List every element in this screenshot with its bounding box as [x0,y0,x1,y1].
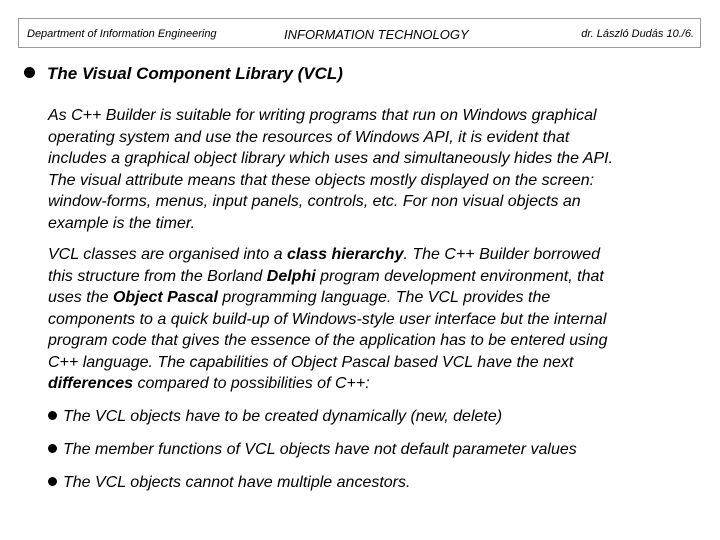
text-run: uses the [48,289,113,306]
paragraph-line: window-forms, menus, input panels, controls, etc. For non visual objects an [48,193,581,210]
bullet-item [48,474,410,492]
paragraph-line [48,373,698,395]
paragraph-line [48,266,698,288]
bullet-icon [48,411,57,420]
slide-title-text: The Visual Component Library (VCL) [47,64,343,83]
slide-title [24,64,343,84]
paragraph-intro [48,105,698,234]
bold-term: Object Pascal [112,289,218,306]
text-run: . The C++ Builder borrowed [403,246,601,263]
paragraph-line: includes a graphical object library which uses and simultaneously hides the API. [48,150,614,167]
paragraph-line: The visual attribute means that these objects mostly displayed on the screen: [48,171,595,189]
slide-header [18,18,701,48]
bold-term: differences [48,375,134,392]
bullet-text: The VCL objects cannot have multiple ancestors. [63,474,411,491]
bullet-icon [48,477,57,486]
text-run: programming language. The VCL provides the [217,289,551,306]
bullet-text: The VCL objects have to be created dynamically (new, delete) [63,408,503,425]
paragraph-line: program code that gives the essence of the application has to be entered using [48,332,608,349]
paragraph-vcl-classes [48,244,698,395]
bold-term: class hierarchy [286,246,404,263]
text-run: VCL classes are organised into a [48,246,287,263]
paragraph-line: As C++ Builder is suitable for writing programs that run on Windows graphical [48,107,597,124]
paragraph-line: operating system and use the resources of Windows API, it is evident that [48,128,570,146]
paragraph-line [48,287,698,309]
bullet-item [48,408,502,426]
bullet-icon [24,67,35,78]
bold-term: Delphi [266,267,316,285]
bullet-item [48,441,577,459]
header-course-title: INFORMATION TECHNOLOGY [284,27,469,42]
paragraph-line: example is the timer. [48,214,196,232]
text-run: program development environment, that [315,267,604,285]
text-run: this structure from the Borland [48,267,267,285]
text-run: compared to possibilities of C++: [133,375,370,392]
header-department: Department of Information Engineering [27,28,217,40]
bullet-text: The member functions of VCL objects have not default parameter values [63,441,577,458]
header-author-page: dr. László Dudás 10./6. [581,28,694,40]
paragraph-line [48,244,698,266]
paragraph-line: components to a quick build-up of Windows-style user interface but the internal [48,310,607,328]
bullet-icon [48,444,57,453]
paragraph-line: C++ language. The capabilities of Object Pascal based VCL have the next [48,353,574,371]
